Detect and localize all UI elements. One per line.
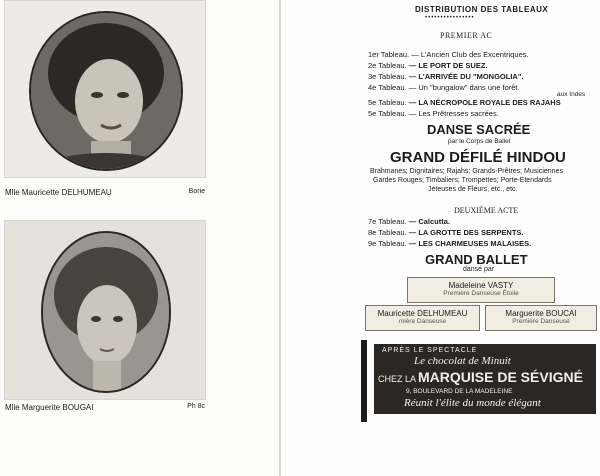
dancer-role: Première Danseuse [512, 318, 570, 325]
advert-slogan: Réunit l'élite du monde élégant [404, 397, 541, 409]
portrait-card-delhumeau [4, 0, 206, 178]
advert-edge [361, 340, 367, 422]
portrait-caption-2 [5, 403, 205, 412]
deuxieme-acte-heading: DEUXIÈME ACTE [454, 206, 519, 215]
tableau-line: 5e Tableau. — Les Prêtresses sacrées. [368, 109, 499, 118]
grand-defile-heading: GRAND DÉFILÉ HINDOU [390, 149, 566, 166]
tableau-line: 8e Tableau. — LA GROTTE DES SERPENTS. [368, 228, 524, 237]
advert-line: Le chocolat de Minuit [414, 355, 511, 367]
advert-line: APRÈS LE SPECTACLE [382, 347, 478, 354]
tableau-line: 9e Tableau. — LES CHARMEUSES MALAISES. [368, 239, 532, 248]
tableau-line: aux Indes [557, 91, 586, 98]
advert-brand: MARQUISE DE SÉVIGNÉ [418, 369, 583, 385]
portrait-photo-delhumeau [31, 13, 181, 169]
dancer-box-delhumeau [365, 305, 480, 331]
defile-description: Brahmanes; Dignitaires; Rajahs; Grands-Prêtres; Musiciennes [370, 168, 563, 175]
defile-description: Jeteuses de Fleurs, etc., etc. [428, 186, 518, 193]
tableau-line: 5e Tableau. — LA NÉCROPOLE ROYALE DES RAJAHS [368, 98, 561, 107]
portrait-oval [41, 231, 171, 393]
tableau-line: 2e Tableau. — LE PORT DE SUEZ. [368, 61, 488, 70]
caption-name: Mlle Mauricette DELHUMEAU [5, 188, 112, 197]
dancer-role: mière Danseuse [398, 318, 447, 325]
advert-line: CHEZ LA [378, 374, 417, 384]
programme-title: DISTRIBUTION DES TABLEAUX [415, 5, 549, 14]
tableau-line: 4e Tableau. — Un "bungalow" dans une forêt. [368, 83, 520, 92]
advert-marquise-de-sevigne [374, 344, 596, 414]
defile-description: Gardes Rouges; Timbaliers; Trompettes; Porte-Etendards [373, 177, 552, 184]
portrait-photo-bougai [43, 233, 169, 391]
portrait-card-bougai [4, 220, 206, 400]
tableau-line: 1er Tableau. — L'Ancien Club des Excentriques. [368, 50, 529, 59]
caption-name: Mlle Marguerite BOUGAI [5, 403, 94, 412]
caption-credit: Borie [188, 188, 205, 195]
dancer-name: Mauricette DELHUMEAU [377, 309, 468, 318]
title-dots: •••••••••••••••• [425, 15, 475, 21]
dancer-box-vasty [407, 277, 555, 303]
advert-address: 9, BOULEVARD DE LA MADELEINE [406, 388, 513, 395]
dancer-name: Marguerite BOUCAI [505, 309, 577, 318]
danse-par-line: dansé par [463, 266, 495, 273]
dancer-role: Première Danseuse Étoile [443, 290, 519, 297]
dancer-name: Madeleine VASTY [448, 281, 514, 290]
premier-acte-heading: PREMIER AC [440, 31, 493, 40]
dancer-box-boucai [485, 305, 597, 331]
corps-de-ballet-line: par le Corps de Ballet [448, 138, 511, 145]
portrait-caption-1 [5, 188, 205, 197]
tableau-line: 7e Tableau. — Calcutta. [368, 217, 451, 226]
caption-credit: Ph 8c [187, 403, 205, 410]
danse-sacree-heading: DANSE SACRÉE [427, 122, 531, 137]
grand-ballet-heading: GRAND BALLET [425, 252, 528, 267]
portrait-oval [29, 11, 183, 171]
tableau-line: 3e Tableau. — L'ARRIVÉE DU "MONGOLIA". [368, 72, 524, 81]
